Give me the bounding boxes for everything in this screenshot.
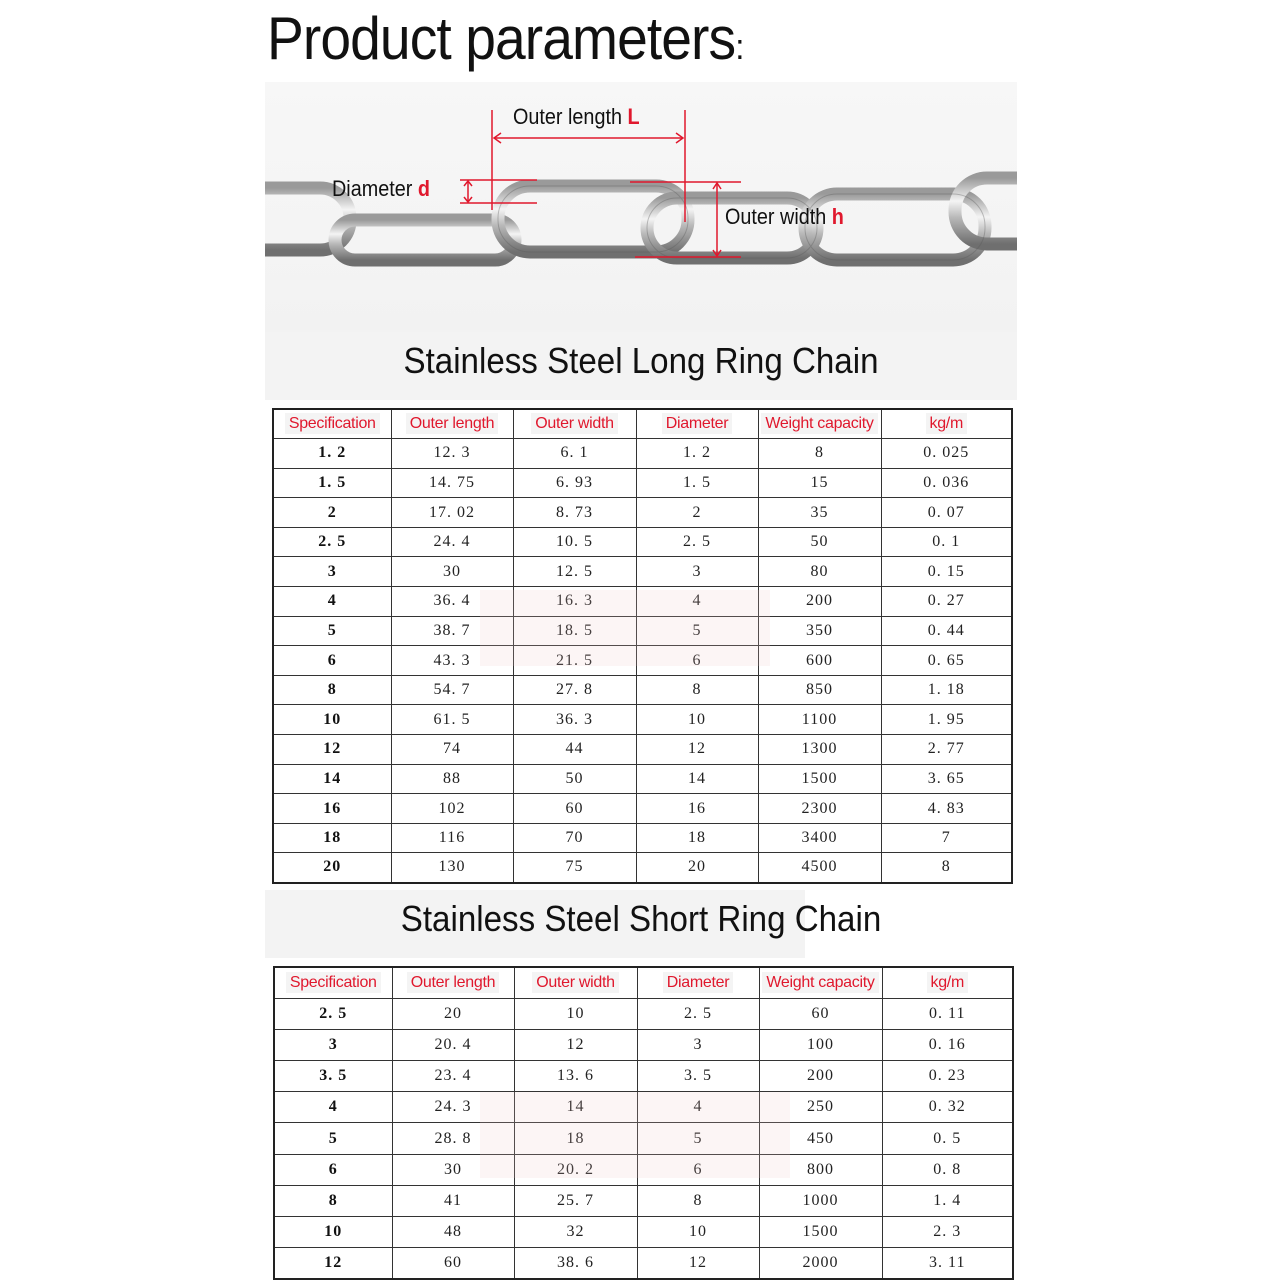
table-row [273, 616, 1012, 646]
cell-diameter: 12 [637, 1248, 759, 1279]
cell-specification: 8 [274, 1185, 392, 1216]
outer-length-label [513, 104, 640, 130]
cell-outer-width: 32 [514, 1217, 637, 1248]
cell-weight-capacity: 35 [758, 498, 881, 528]
cell-outer-width: 8. 73 [513, 498, 636, 528]
cell-weight-capacity: 1500 [759, 1217, 882, 1248]
cell-diameter: 12 [636, 735, 758, 765]
cell-kg-per-m: 0. 65 [881, 646, 1012, 676]
short-chain-spec-table [273, 966, 1014, 1280]
column-header-specification [274, 967, 392, 998]
table-row [273, 675, 1012, 705]
diameter-label [332, 176, 430, 202]
long-chain-title: Stainless Steel Long Ring Chain [403, 340, 879, 381]
cell-diameter: 6 [637, 1154, 759, 1185]
cell-diameter: 2. 5 [637, 998, 759, 1029]
cell-specification: 1. 2 [273, 439, 391, 469]
cell-outer-length: 43. 3 [391, 646, 513, 676]
cell-diameter: 4 [637, 1092, 759, 1123]
cell-specification: 2. 5 [274, 998, 392, 1029]
cell-outer-length: 24. 4 [391, 527, 513, 557]
cell-outer-length: 54. 7 [391, 675, 513, 705]
cell-weight-capacity: 15 [758, 468, 881, 498]
table-row [273, 587, 1012, 617]
cell-outer-length: 36. 4 [391, 587, 513, 617]
column-header-diameter [636, 409, 758, 439]
page-title [267, 4, 743, 73]
cell-outer-length: 88 [391, 764, 513, 794]
table-row [273, 735, 1012, 765]
cell-kg-per-m: 1. 95 [881, 705, 1012, 735]
cell-kg-per-m: 0. 1 [881, 527, 1012, 557]
cell-kg-per-m: 0. 036 [881, 468, 1012, 498]
cell-outer-width: 18 [514, 1123, 637, 1154]
cell-specification: 20 [273, 853, 391, 883]
cell-specification: 6 [274, 1154, 392, 1185]
header-text: kg/m [926, 413, 967, 434]
cell-weight-capacity: 60 [759, 998, 882, 1029]
cell-outer-length: 30 [391, 557, 513, 587]
cell-diameter: 20 [636, 853, 758, 883]
table-row [274, 1217, 1013, 1248]
column-header-weight-capacity [759, 967, 882, 998]
table-row [273, 794, 1012, 824]
cell-specification: 3 [274, 1029, 392, 1060]
column-header-outer-length [392, 967, 514, 998]
header-text: Diameter [663, 972, 734, 993]
cell-outer-width: 16. 3 [513, 587, 636, 617]
cell-diameter: 2 [636, 498, 758, 528]
long-chain-rows [273, 439, 1012, 883]
cell-outer-width: 6. 93 [513, 468, 636, 498]
table-header-row [274, 967, 1013, 998]
cell-outer-width: 44 [513, 735, 636, 765]
cell-outer-length: 24. 3 [392, 1092, 514, 1123]
cell-outer-length: 20. 4 [392, 1029, 514, 1060]
cell-kg-per-m: 0. 8 [882, 1154, 1013, 1185]
cell-weight-capacity: 200 [759, 1061, 882, 1092]
cell-outer-width: 20. 2 [514, 1154, 637, 1185]
cell-weight-capacity: 1500 [758, 764, 881, 794]
cell-specification: 2. 5 [273, 527, 391, 557]
outer-length-text: Outer length [513, 104, 622, 129]
cell-outer-length: 38. 7 [391, 616, 513, 646]
cell-kg-per-m: 4. 83 [881, 794, 1012, 824]
cell-kg-per-m: 0. 15 [881, 557, 1012, 587]
cell-outer-length: 102 [391, 794, 513, 824]
cell-outer-width: 18. 5 [513, 616, 636, 646]
short-chain-rows [274, 998, 1013, 1279]
cell-specification: 2 [273, 498, 391, 528]
cell-outer-width: 21. 5 [513, 646, 636, 676]
cell-specification: 3 [273, 557, 391, 587]
header-text: Specification [286, 972, 381, 993]
cell-specification: 5 [273, 616, 391, 646]
product-parameters-page [265, 0, 1017, 1285]
diameter-text: Diameter [332, 176, 413, 201]
cell-kg-per-m: 2. 77 [881, 735, 1012, 765]
table-row [273, 823, 1012, 853]
cell-kg-per-m: 0. 11 [882, 998, 1013, 1029]
outer-width-label [725, 204, 844, 230]
cell-outer-width: 6. 1 [513, 439, 636, 469]
column-header-outer-width [513, 409, 636, 439]
cell-diameter: 14 [636, 764, 758, 794]
table-row [273, 498, 1012, 528]
cell-specification: 12 [273, 735, 391, 765]
cell-outer-width: 13. 6 [514, 1061, 637, 1092]
header-text: Weight capacity [761, 413, 877, 434]
cell-weight-capacity: 350 [758, 616, 881, 646]
cell-outer-width: 75 [513, 853, 636, 883]
cell-outer-length: 60 [392, 1248, 514, 1279]
cell-weight-capacity: 3400 [758, 823, 881, 853]
cell-outer-length: 48 [392, 1217, 514, 1248]
cell-weight-capacity: 50 [758, 527, 881, 557]
cell-weight-capacity: 250 [759, 1092, 882, 1123]
cell-diameter: 3 [637, 1029, 759, 1060]
cell-weight-capacity: 450 [759, 1123, 882, 1154]
cell-weight-capacity: 2300 [758, 794, 881, 824]
column-header-weight-capacity [758, 409, 881, 439]
table-row [274, 998, 1013, 1029]
cell-weight-capacity: 1000 [759, 1185, 882, 1216]
cell-outer-length: 30 [392, 1154, 514, 1185]
table-row [273, 705, 1012, 735]
cell-kg-per-m: 0. 5 [882, 1123, 1013, 1154]
table-row [273, 853, 1012, 883]
short-chain-title: Stainless Steel Short Ring Chain [400, 898, 882, 939]
cell-outer-length: 20 [392, 998, 514, 1029]
cell-diameter: 6 [636, 646, 758, 676]
cell-specification: 12 [274, 1248, 392, 1279]
cell-specification: 8 [273, 675, 391, 705]
table-row [274, 1061, 1013, 1092]
cell-weight-capacity: 80 [758, 557, 881, 587]
cell-outer-width: 36. 3 [513, 705, 636, 735]
cell-specification: 5 [274, 1123, 392, 1154]
cell-outer-length: 116 [391, 823, 513, 853]
table-row [274, 1123, 1013, 1154]
cell-kg-per-m: 8 [881, 853, 1012, 883]
cell-weight-capacity: 2000 [759, 1248, 882, 1279]
table-row [274, 1029, 1013, 1060]
cell-kg-per-m: 1. 18 [881, 675, 1012, 705]
table-row [273, 439, 1012, 469]
cell-kg-per-m: 0. 025 [881, 439, 1012, 469]
cell-diameter: 8 [636, 675, 758, 705]
cell-specification: 10 [273, 705, 391, 735]
table-header-row [273, 409, 1012, 439]
cell-outer-length: 41 [392, 1185, 514, 1216]
chain-illustration-icon [265, 82, 1017, 340]
header-text: Outer length [407, 972, 499, 993]
column-header-diameter [637, 967, 759, 998]
cell-outer-width: 12 [514, 1029, 637, 1060]
cell-weight-capacity: 800 [759, 1154, 882, 1185]
cell-outer-length: 130 [391, 853, 513, 883]
cell-outer-width: 60 [513, 794, 636, 824]
cell-weight-capacity: 8 [758, 439, 881, 469]
header-text: Outer width [532, 972, 619, 993]
cell-kg-per-m: 0. 16 [882, 1029, 1013, 1060]
cell-kg-per-m: 3. 65 [881, 764, 1012, 794]
cell-diameter: 4 [636, 587, 758, 617]
cell-outer-length: 74 [391, 735, 513, 765]
cell-diameter: 3 [636, 557, 758, 587]
cell-outer-width: 27. 8 [513, 675, 636, 705]
table-row [273, 468, 1012, 498]
cell-kg-per-m: 3. 11 [882, 1248, 1013, 1279]
cell-kg-per-m: 0. 07 [881, 498, 1012, 528]
cell-specification: 4 [273, 587, 391, 617]
cell-diameter: 16 [636, 794, 758, 824]
header-text: kg/m [927, 972, 968, 993]
cell-outer-length: 28. 8 [392, 1123, 514, 1154]
cell-diameter: 10 [637, 1217, 759, 1248]
header-text: Outer length [406, 413, 498, 434]
cell-weight-capacity: 200 [758, 587, 881, 617]
cell-kg-per-m: 0. 27 [881, 587, 1012, 617]
cell-kg-per-m: 7 [881, 823, 1012, 853]
outer-width-text: Outer width [725, 204, 827, 229]
cell-outer-width: 12. 5 [513, 557, 636, 587]
cell-weight-capacity: 100 [759, 1029, 882, 1060]
cell-outer-length: 14. 75 [391, 468, 513, 498]
cell-outer-length: 61. 5 [391, 705, 513, 735]
cell-specification: 18 [273, 823, 391, 853]
table-row [274, 1154, 1013, 1185]
column-header-outer-length [391, 409, 513, 439]
cell-outer-width: 10 [514, 998, 637, 1029]
cell-outer-width: 14 [514, 1092, 637, 1123]
table-row [273, 764, 1012, 794]
cell-weight-capacity: 600 [758, 646, 881, 676]
column-header-kg-per-m [882, 967, 1013, 998]
diameter-symbol: d [417, 176, 430, 201]
cell-outer-length: 23. 4 [392, 1061, 514, 1092]
cell-diameter: 3. 5 [637, 1061, 759, 1092]
cell-diameter: 1. 5 [636, 468, 758, 498]
cell-weight-capacity: 4500 [758, 853, 881, 883]
cell-outer-length: 17. 02 [391, 498, 513, 528]
header-text: Diameter [662, 413, 733, 434]
cell-specification: 10 [274, 1217, 392, 1248]
table-row [274, 1248, 1013, 1279]
cell-specification: 1. 5 [273, 468, 391, 498]
cell-kg-per-m: 2. 3 [882, 1217, 1013, 1248]
cell-kg-per-m: 0. 32 [882, 1092, 1013, 1123]
table-row [273, 646, 1012, 676]
long-chain-spec-table [272, 408, 1013, 884]
cell-weight-capacity: 1100 [758, 705, 881, 735]
cell-outer-width: 25. 7 [514, 1185, 637, 1216]
cell-diameter: 2. 5 [636, 527, 758, 557]
page-title-text: Product parameters [267, 5, 736, 72]
cell-diameter: 5 [636, 616, 758, 646]
header-text: Specification [285, 413, 380, 434]
cell-kg-per-m: 0. 44 [881, 616, 1012, 646]
cell-specification: 14 [273, 764, 391, 794]
page-title-colon: : [735, 26, 744, 67]
header-text: Weight capacity [762, 972, 878, 993]
cell-diameter: 1. 2 [636, 439, 758, 469]
cell-diameter: 8 [637, 1185, 759, 1216]
table-row [274, 1092, 1013, 1123]
cell-outer-length: 12. 3 [391, 439, 513, 469]
cell-specification: 16 [273, 794, 391, 824]
table-row [273, 557, 1012, 587]
header-text: Outer width [531, 413, 618, 434]
cell-specification: 6 [273, 646, 391, 676]
column-header-kg-per-m [881, 409, 1012, 439]
cell-diameter: 5 [637, 1123, 759, 1154]
cell-specification: 3. 5 [274, 1061, 392, 1092]
cell-outer-width: 10. 5 [513, 527, 636, 557]
cell-outer-width: 50 [513, 764, 636, 794]
outer-length-symbol: L [627, 104, 640, 129]
table-row [274, 1185, 1013, 1216]
cell-diameter: 18 [636, 823, 758, 853]
cell-kg-per-m: 0. 23 [882, 1061, 1013, 1092]
cell-outer-width: 38. 6 [514, 1248, 637, 1279]
column-header-outer-width [514, 967, 637, 998]
column-header-specification [273, 409, 391, 439]
cell-weight-capacity: 850 [758, 675, 881, 705]
cell-diameter: 10 [636, 705, 758, 735]
cell-kg-per-m: 1. 4 [882, 1185, 1013, 1216]
outer-width-symbol: h [831, 204, 844, 229]
cell-weight-capacity: 1300 [758, 735, 881, 765]
cell-outer-width: 70 [513, 823, 636, 853]
table-row [273, 527, 1012, 557]
chain-dimension-diagram [265, 82, 1017, 340]
cell-specification: 4 [274, 1092, 392, 1123]
